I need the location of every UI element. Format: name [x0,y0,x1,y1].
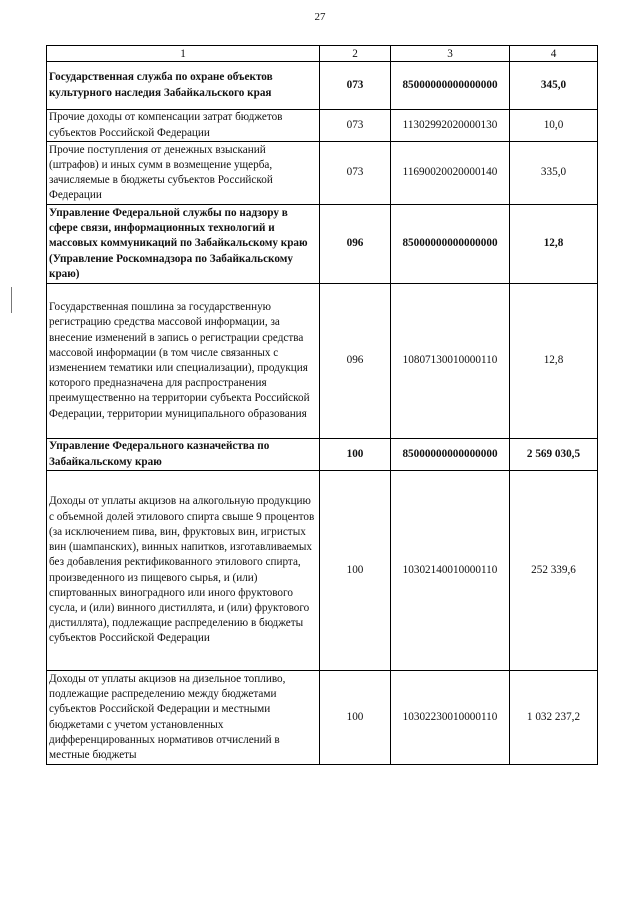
column-header: 1 [47,46,320,62]
row-admin-code: 100 [320,439,391,471]
page-number: 27 [314,11,326,23]
row-kbk-code: 10302140010000110 [391,471,510,671]
row-amount: 12,8 [510,284,598,439]
row-amount: 1 032 237,2 [510,671,598,765]
table-row [47,205,598,284]
row-admin-code: 073 [320,142,391,205]
row-amount: 335,0 [510,142,598,205]
row-kbk-code: 11302992020000130 [391,110,510,142]
table-row [47,62,598,110]
row-amount: 252 339,6 [510,471,598,671]
row-admin-code: 073 [320,62,391,110]
table-row [47,471,598,671]
table-row [47,284,598,439]
row-name: Прочие поступления от денежных взысканий (штрафов) и иных сумм в возмещение ущерба, зачисляемые в бюджеты субъектов Российской Федерации [47,142,320,205]
row-kbk-code: 85000000000000000 [391,62,510,110]
row-name: Государственная служба по охране объектов культурного наследия Забайкальского края [47,62,320,110]
margin-mark [11,287,12,313]
row-kbk-code: 11690020020000140 [391,142,510,205]
row-name: Государственная пошлина за государственную регистрацию средства массовой информации, за внесение изменений в запись о регистрации средства массовой информации (в том числе связанных с изменением тематики или специализации), продукция которого предназначена для распространения преимущественно на территории субъекта Российской Федерации, территории муниципального образования [47,284,320,439]
row-kbk-code: 10302230010000110 [391,671,510,765]
row-amount: 12,8 [510,205,598,284]
row-admin-code: 073 [320,110,391,142]
row-amount: 2 569 030,5 [510,439,598,471]
row-kbk-code: 10807130010000110 [391,284,510,439]
revenue-table [46,45,598,765]
column-header: 2 [320,46,391,62]
row-admin-code: 100 [320,471,391,671]
column-header: 3 [391,46,510,62]
row-admin-code: 096 [320,284,391,439]
table-row [47,142,598,205]
row-amount: 10,0 [510,110,598,142]
table-header-row [47,46,598,62]
row-name: Управление Федеральной службы по надзору в сфере связи, информационных технологий и массовых коммуникаций по Забайкальскому краю (Управление Роскомнадзора по Забайкальскому краю) [47,205,320,284]
row-name: Прочие доходы от компенсации затрат бюджетов субъектов Российской Федерации [47,110,320,142]
row-admin-code: 096 [320,205,391,284]
row-amount: 345,0 [510,62,598,110]
column-header: 4 [510,46,598,62]
row-kbk-code: 85000000000000000 [391,205,510,284]
table-row [47,671,598,765]
row-name: Управление Федерального казначейства по Забайкальскому краю [47,439,320,471]
table-row [47,439,598,471]
row-name: Доходы от уплаты акцизов на алкогольную продукцию с объемной долей этилового спирта свыше 9 процентов (за исключением пива, вин, фруктовых вин, игристых вин (шампанских), винных напитков, изготавливаемых без добавления ректификованного этилового спирта, произведенного из пищевого сырья, и (или) спиртованных виноградного или иного фруктового сусла, и (или) винного дистиллята, и (или) фруктового дистиллята), подлежащие распределению в бюджеты субъектов Российской Федерации [47,471,320,671]
row-kbk-code: 85000000000000000 [391,439,510,471]
table-row [47,110,598,142]
row-admin-code: 100 [320,671,391,765]
row-name: Доходы от уплаты акцизов на дизельное топливо, подлежащие распределению между бюджетами субъектов Российской Федерации и местными бюджетами с учетом установленных дифференцированных нормативов отчислений в местные бюджеты [47,671,320,765]
